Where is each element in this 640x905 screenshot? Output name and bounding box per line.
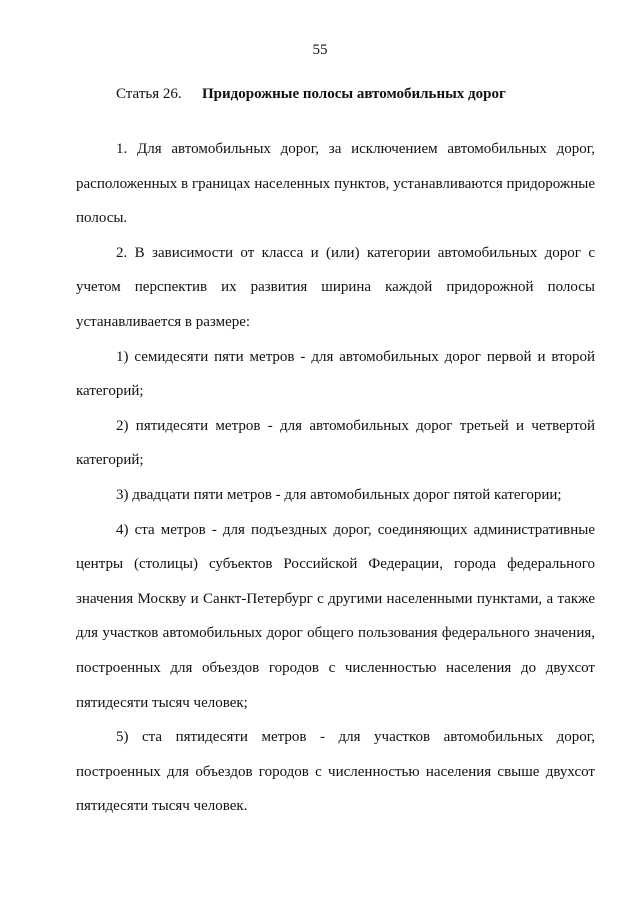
list-item-1: 1) семидесяти пяти метров - для автомобильных дорог первой и второй категорий; — [76, 348, 595, 400]
list-item-2: 2) пятидесяти метров - для автомобильных дорог третьей и четвертой категорий; — [76, 417, 595, 469]
list-item-4: 4) ста метров - для подъездных дорог, соединяющих административные центры (столицы) субъектов Российской Федерации, города федерального значения Москву и Санкт-Петербург с другими населенными пунктами, а также для участков автомобильных дорог общего пользования федерального значения, построенных для объездов городов с численностью населения до двухсот пятидесяти тысяч человек; — [76, 521, 595, 711]
paragraph-2: 2. В зависимости от класса и (или) категории автомобильных дорог с учетом перспектив их развития ширина каждой придорожной полосы устанавливается в размере: — [76, 244, 595, 330]
paragraph-1: 1. Для автомобильных дорог, за исключением автомобильных дорог, расположенных в границах населенных пунктов, устанавливаются придорожные полосы. — [76, 141, 595, 227]
article-title: Придорожные полосы автомобильных дорог — [202, 86, 506, 102]
article-body — [76, 132, 595, 824]
list-item-3: 3) двадцати пяти метров - для автомобильных дорог пятой категории; — [116, 486, 562, 503]
article-heading — [116, 86, 506, 103]
list-item-5: 5) ста пятидесяти метров - для участков автомобильных дорог, построенных для объездов городов с численностью населения свыше двухсот пятидесяти тысяч человек. — [76, 729, 595, 815]
page-number: 55 — [312, 42, 328, 58]
article-label: Статья 26. — [116, 86, 182, 102]
